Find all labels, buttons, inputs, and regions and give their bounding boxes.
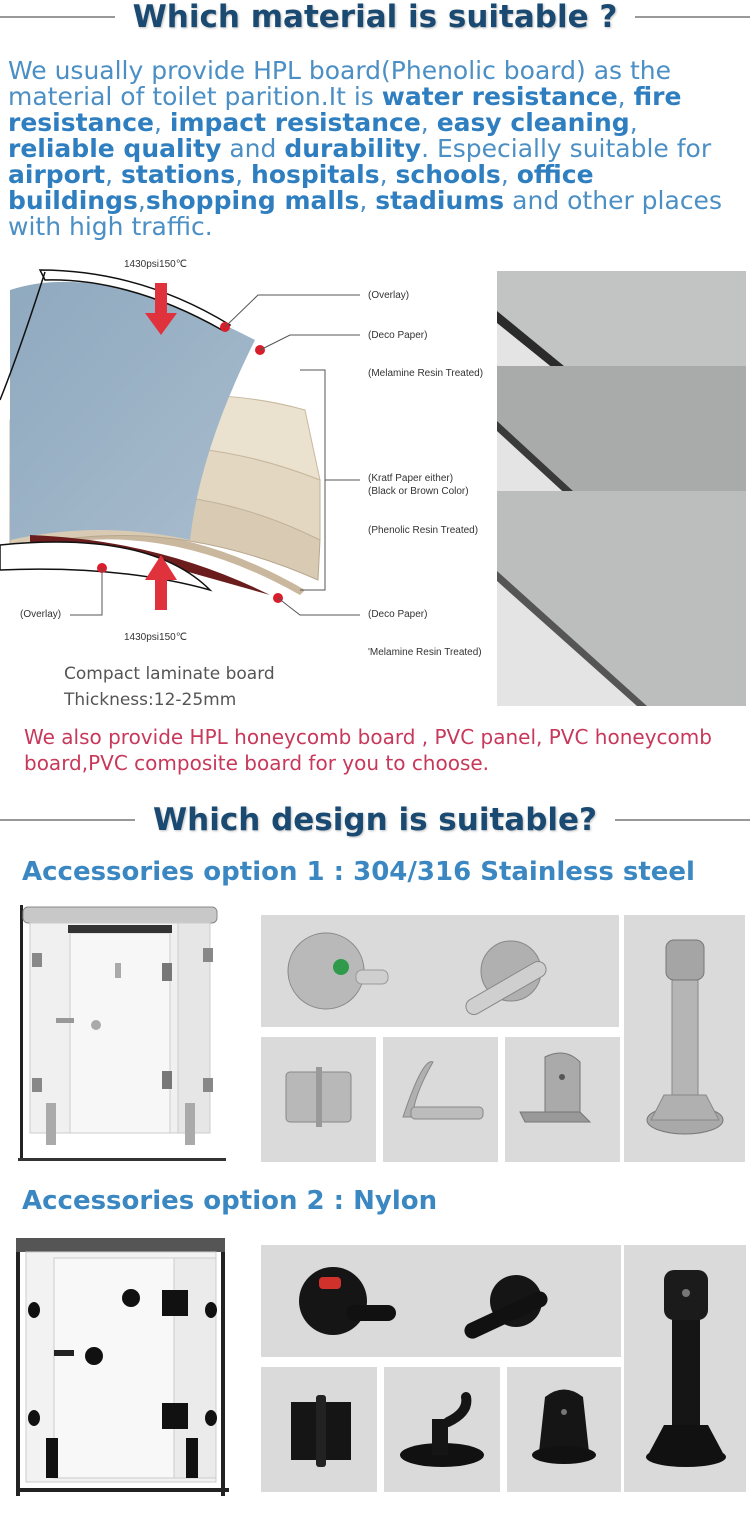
- label-phenolic: (Phenolic Resin Treated): [368, 525, 479, 536]
- steel-indicator-lock-icon: [288, 933, 364, 1009]
- intro-text: ,: [235, 160, 252, 189]
- label-deco-bottom: (Deco Paper): [368, 609, 428, 620]
- material-heading: Which material is suitable ?: [132, 0, 618, 35]
- intro-text: ,: [154, 108, 170, 137]
- intro-highlight: impact resistance: [169, 108, 421, 137]
- intro-highlight: shopping malls: [145, 186, 360, 215]
- design-heading-row: [0, 800, 750, 840]
- label-overlay-top: (Overlay): [368, 290, 410, 301]
- board-caption-thickness: Thickness:12-25mm: [64, 690, 237, 710]
- intro-text: . Especially suitable for: [421, 134, 712, 163]
- intro-text: We usually provide HPL board(Phenolic board) as the material of toilet parition.It is: [8, 56, 672, 111]
- nylon-support-leg-tile: [624, 1245, 746, 1492]
- board-caption-name: Compact laminate board: [64, 664, 275, 684]
- intro-text: ,: [137, 186, 146, 215]
- intro-highlight: stations: [121, 160, 236, 189]
- intro-text: ,: [359, 186, 376, 215]
- intro-text: ,: [500, 160, 517, 189]
- option1-heading: Accessories option 1 : 304/316 Stainless steel: [22, 857, 695, 887]
- steel-bracket-tile: [505, 1037, 620, 1162]
- material-heading-row: [0, 0, 750, 34]
- intro-highlight: water resistance: [381, 82, 618, 111]
- intro-text: and other places with high traffic.: [8, 186, 722, 241]
- nylon-cubicle-photo: [16, 1238, 229, 1496]
- steel-hinge-tile: [261, 1037, 376, 1162]
- nylon-bracket-icon: [539, 1390, 589, 1453]
- steel-indicator-lock-tile: [261, 915, 619, 1027]
- intro-text: ,: [617, 82, 634, 111]
- steel-bracket-icon: [545, 1053, 580, 1117]
- intro-highlight: office buildings: [8, 160, 594, 215]
- compact-laminate-board-photo: [497, 271, 746, 706]
- intro-highlight: fire resistance: [8, 82, 682, 137]
- pressure-label-bottom: 1430psi150℃: [124, 632, 187, 643]
- option2-heading: Accessories option 2 : Nylon: [22, 1186, 438, 1216]
- intro-highlight: durability: [284, 134, 422, 163]
- label-melamine-bottom: 'Melamine Resin Treated): [368, 647, 482, 658]
- steel-support-leg-tile: [624, 915, 745, 1162]
- pressure-label-top: 1430psi150℃: [124, 259, 187, 270]
- heading-divider-left: [0, 16, 115, 18]
- label-melamine-top: (Melamine Resin Treated): [368, 368, 484, 379]
- intro-text: ,: [420, 108, 437, 137]
- hpl-layer-diagram: [0, 250, 495, 670]
- label-deco-top: (Deco Paper): [368, 330, 428, 341]
- intro-highlight: airport: [8, 160, 106, 189]
- heading2-divider-left: [0, 819, 135, 821]
- steel-coat-hook-tile: [383, 1037, 498, 1162]
- intro-highlight: reliable quality: [8, 134, 222, 163]
- label-kraft-2: (Black or Brown Color): [368, 486, 469, 497]
- alternative-materials-note: We also provide HPL honeycomb board , PVC panel, PVC honeycomb board,PVC composite board for you to choose.: [24, 725, 712, 775]
- intro-highlight: stadiums: [375, 186, 505, 215]
- nylon-bracket-tile: [507, 1367, 621, 1492]
- design-heading: Which design is suitable?: [152, 802, 598, 838]
- nylon-coat-hook-tile: [384, 1367, 500, 1492]
- material-intro-paragraph: [8, 58, 748, 240]
- nylon-hinge-tile: [261, 1367, 377, 1492]
- intro-highlight: hospitals: [251, 160, 380, 189]
- stainless-cubicle-photo: [18, 903, 226, 1163]
- intro-highlight: schools: [395, 160, 501, 189]
- intro-text: ,: [379, 160, 396, 189]
- label-overlay-bottom: (Overlay): [20, 609, 62, 620]
- intro-highlight: easy cleaning: [436, 108, 630, 137]
- nylon-indicator-lock-tile: [261, 1245, 621, 1357]
- heading-divider-right: [635, 16, 750, 18]
- intro-text: ,: [105, 160, 122, 189]
- heading2-divider-right: [615, 819, 750, 821]
- intro-text: ,: [629, 108, 638, 137]
- label-kraft-1: (Kratf Paper either): [368, 473, 454, 484]
- intro-text: and: [221, 134, 285, 163]
